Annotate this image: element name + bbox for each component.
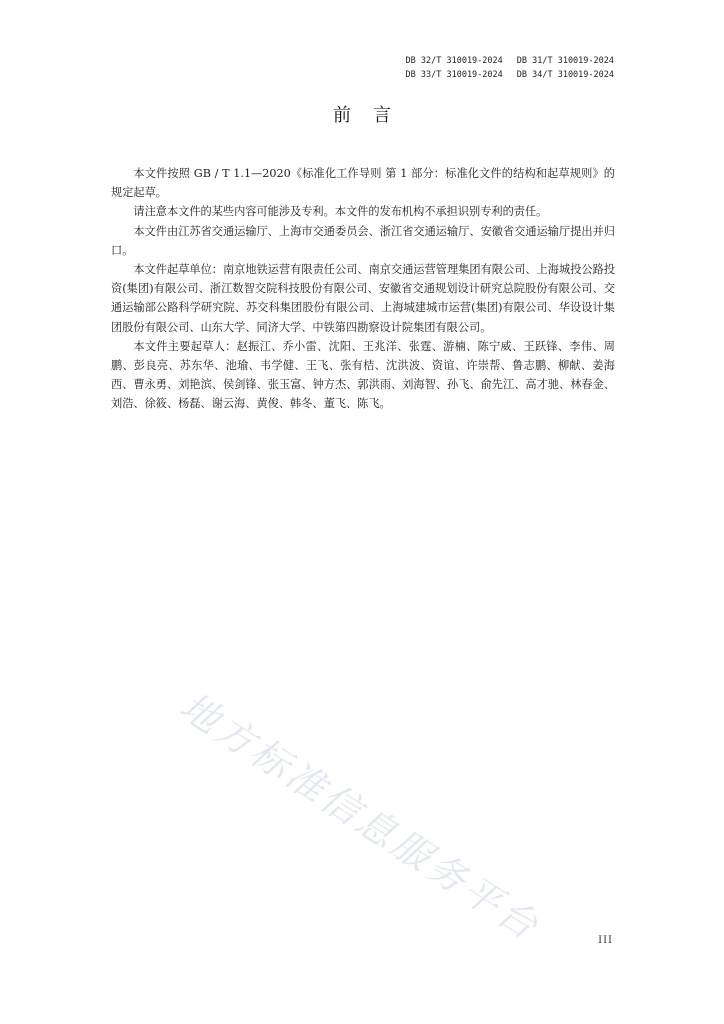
paragraph-drafters: 本文件主要起草人：赵振江、乔小雷、沈阳、王兆洋、张霆、游楠、陈宁威、王跃锋、李伟、周鹏、彭良亮、苏东华、池瑜、韦学健、王飞、张有桔、沈洪波、资谊、许崇帮、鲁志鹏、柳献、姜海西、曹永勇、刘艳滨、侯剑锋、张玉富、钟方杰、郭洪雨、刘海智、孙飞、俞先江、高才驰、林春金、刘浩、徐筱、杨磊、谢云海、黄俊、韩冬、董飞、陈飞。	[111, 339, 615, 411]
paragraph-patent-notice: 请注意本文件的某些内容可能涉及专利。本文件的发布机构不承担识别专利的责任。	[133, 205, 548, 219]
standard-code: DB 33/T 310019-2024	[405, 70, 503, 80]
standard-code-row	[406, 68, 614, 82]
standard-codes	[406, 54, 614, 82]
standard-code: DB 31/T 310019-2024	[516, 56, 614, 66]
paragraph-drafting-rules: 本文件按照 GB / T 1.1—2020《标准化工作导则 第 1 部分：标准化文件的结构和起草规则》的规定起草。	[111, 167, 615, 200]
standard-code-row	[406, 54, 614, 68]
page-title: 前言	[333, 105, 413, 126]
page-number: III	[598, 935, 613, 946]
standard-code: DB 32/T 310019-2024	[405, 56, 503, 66]
paragraph-drafting-units: 本文件起草单位：南京地铁运营有限责任公司、南京交通运营管理集团有限公司、上海城投公路投资(集团)有限公司、浙江数智交院科技股份有限公司、安徽省交通规划设计研究总院股份有限公司、交通运输部公路科学研究院、苏交科集团股份有限公司、上海城建城市运营(集团)有限公司、华设设计集团股份有限公司、山东大学、同济大学、中铁第四勘察设计院集团有限公司。	[111, 263, 615, 334]
standard-code: DB 34/T 310019-2024	[516, 70, 614, 80]
document-body	[111, 164, 615, 414]
paragraph-proposer: 本文件由江苏省交通运输厅、上海市交通委员会、浙江省交通运输厅、安徽省交通运输厅提出并归口。	[111, 224, 615, 257]
watermark: 地方标准信息服务平台	[172, 683, 549, 950]
